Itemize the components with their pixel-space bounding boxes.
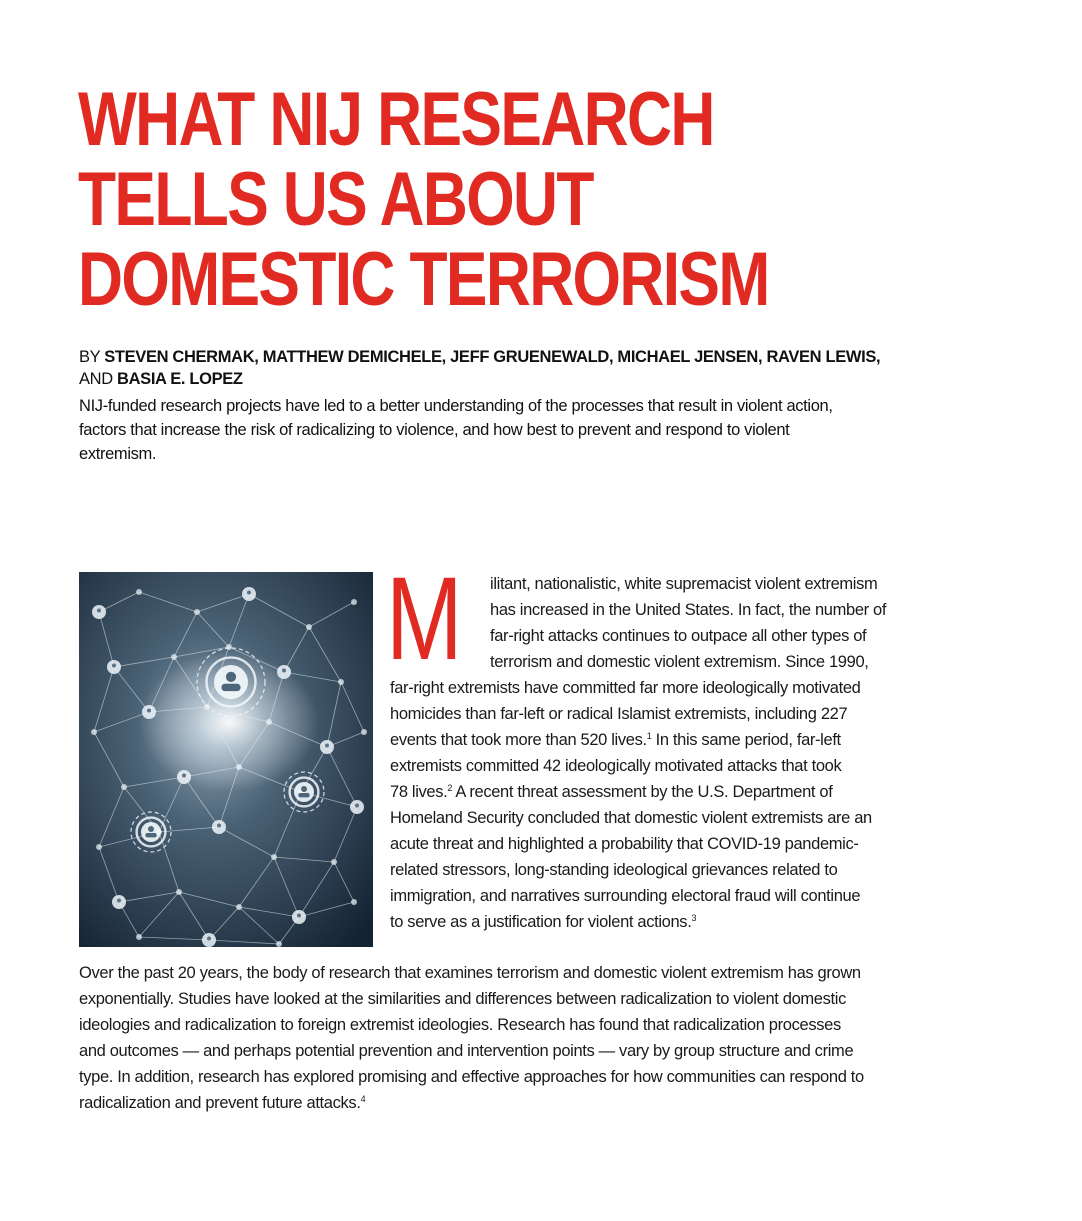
network-node xyxy=(96,844,102,850)
network-node xyxy=(121,784,127,790)
text-line: ideologies and radicalization to foreign extremist ideologies. Research has found that radicalization processes xyxy=(79,1016,841,1034)
byline-and: AND xyxy=(79,370,118,388)
network-illustration xyxy=(79,572,373,947)
user-group-icon xyxy=(148,826,154,832)
text-line: Over the past 20 years, the body of research that examines terrorism and domestic violent extremism has grown xyxy=(79,964,861,982)
title-line-1: WHAT NIJ RESEARCH xyxy=(78,77,714,162)
person-icon xyxy=(325,744,329,748)
text-line: exponentially. Studies have looked at the similarities and differences between radicalization to violent domestic xyxy=(79,990,846,1008)
network-node xyxy=(351,899,357,905)
article-paragraph-2 xyxy=(79,960,899,1116)
text-line: extremists committed 42 ideologically motivated attacks that took xyxy=(390,757,842,775)
byline-authors-1: STEVEN CHERMAK, MATTHEW DEMICHELE, JEFF GRUENEWALD, MICHAEL JENSEN, RAVEN LEWIS, xyxy=(104,348,881,366)
footnote-ref: 3 xyxy=(691,913,697,923)
user-group-icon-body xyxy=(145,833,156,837)
text-line: has increased in the United States. In fact, the number of xyxy=(490,601,887,619)
user-group-icon xyxy=(301,786,307,792)
summary-paragraph: NIJ-funded research projects have led to a better understanding of the processes that result in violent action, factors that increase the risk of radicalizing to violence, and how best to prevent and respond to violent extremism. xyxy=(79,397,833,463)
drop-cap: M xyxy=(386,553,463,685)
network-node xyxy=(171,654,177,660)
user-group-icon-body xyxy=(298,793,309,797)
title-line-3: DOMESTIC TERRORISM xyxy=(78,237,769,322)
network-node xyxy=(136,934,142,940)
person-icon xyxy=(282,669,286,673)
title-line-2: TELLS US ABOUT xyxy=(78,157,593,242)
network-node xyxy=(331,859,337,865)
user-group-icon-body xyxy=(221,684,240,691)
person-icon xyxy=(207,937,211,941)
text-line: type. In addition, research has explored promising and effective approaches for how communities can respond to xyxy=(79,1068,864,1086)
text-line: far-right extremists have committed far more ideologically motivated xyxy=(390,679,861,697)
page-title xyxy=(78,77,832,322)
byline xyxy=(79,346,1039,390)
network-node xyxy=(204,704,210,710)
network-node xyxy=(226,644,232,650)
network-node xyxy=(91,729,97,735)
person-icon xyxy=(147,709,151,713)
network-node xyxy=(266,719,272,725)
person-icon xyxy=(182,774,186,778)
text-line: homicides than far-left or radical Islamist extremists, including 227 xyxy=(390,705,848,723)
network-node xyxy=(306,624,312,630)
person-icon xyxy=(217,824,221,828)
person-icon xyxy=(247,591,251,595)
text-line: acute threat and highlighted a probability that COVID-19 pandemic- xyxy=(390,835,859,853)
text-line: related stressors, long-standing ideological grievances related to xyxy=(390,861,838,879)
text-line: and outcomes — and perhaps potential prevention and intervention points — vary by group structure and crime xyxy=(79,1042,854,1060)
network-node xyxy=(236,904,242,910)
network-node xyxy=(194,609,200,615)
user-group-icon xyxy=(226,672,236,682)
text-line: ilitant, nationalistic, white supremacist violent extremism xyxy=(490,575,878,593)
network-node xyxy=(271,854,277,860)
network-node xyxy=(136,589,142,595)
person-icon xyxy=(297,914,301,918)
byline-prefix: BY xyxy=(79,348,105,366)
network-node xyxy=(276,941,282,947)
network-node xyxy=(338,679,344,685)
text-line: events that took more than 520 lives.$^1$ In this same period, far-left xyxy=(390,731,841,749)
text-line: terrorism and domestic violent extremism. Since 1990, xyxy=(490,653,869,671)
footnote-ref: 4 xyxy=(360,1094,366,1104)
text-line: 78 lives.$^2$ A recent threat assessment by the U.S. Department of xyxy=(390,783,833,801)
footnote-ref: 2 xyxy=(447,783,453,793)
network-node xyxy=(351,599,357,605)
person-icon xyxy=(117,899,121,903)
person-icon xyxy=(112,664,116,668)
network-graphic xyxy=(79,572,373,947)
network-node xyxy=(176,889,182,895)
person-icon xyxy=(97,609,101,613)
byline-authors-2: BASIA E. LOPEZ xyxy=(117,370,243,388)
text-line: Homeland Security concluded that domestic violent extremists are an xyxy=(390,809,872,827)
footnote-ref: 1 xyxy=(646,731,652,741)
network-node xyxy=(236,764,242,770)
text-line: radicalization and prevent future attacks.$^4$ xyxy=(79,1094,366,1112)
text-line: far-right attacks continues to outpace all other types of xyxy=(490,627,867,645)
text-line: immigration, and narratives surrounding electoral fraud will continue xyxy=(390,887,861,905)
text-line: to serve as a justification for violent actions.$^3$ xyxy=(390,913,697,931)
person-icon xyxy=(355,804,359,808)
network-node xyxy=(361,729,367,735)
article-column xyxy=(390,571,890,935)
